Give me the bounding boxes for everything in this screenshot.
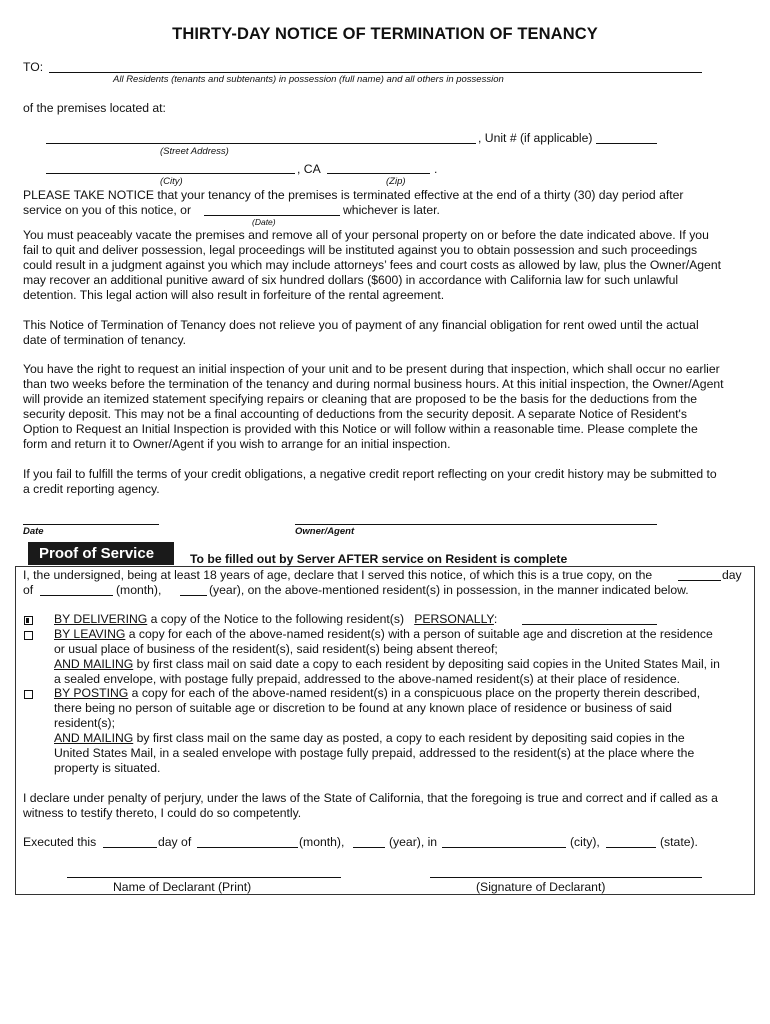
inspection-line: than two weeks before the termination of the tenancy and during normal business hours. At this initial inspection, the Owner/Agent	[23, 377, 724, 391]
executed-city-field[interactable]	[442, 847, 566, 848]
vacate-line: may recover an additional punitive award of six hundred dollars ($600) in accordance with California law for such unlawful	[23, 273, 679, 287]
obligation-paragraph	[23, 318, 750, 348]
executed-label: Executed this	[23, 835, 97, 849]
option-posting	[54, 686, 754, 776]
inspection-paragraph	[23, 362, 750, 452]
service-month-field[interactable]	[40, 595, 113, 596]
owner-agent-signature-field[interactable]	[295, 524, 657, 525]
proof-instruction: To be filled out by Server AFTER service on Resident is complete	[190, 552, 568, 566]
service-line-1a: I, the undersigned, being at least 18 years of age, declare that I served this notice, of which this is a true copy, on the	[23, 568, 653, 582]
zip-caption: (Zip)	[386, 176, 406, 187]
page-title: THIRTY-DAY NOTICE OF TERMINATION OF TENANCY	[172, 25, 598, 43]
leaving-checkbox[interactable]	[24, 631, 33, 640]
option-leaving	[54, 627, 754, 687]
notice-line-2b: whichever is later.	[343, 203, 440, 217]
obligation-line: date of termination of tenancy.	[23, 333, 187, 347]
perjury-line: witness to testify thereto, I could do so competently.	[23, 806, 302, 820]
executed-dayof-label: day of	[158, 835, 192, 849]
inspection-line: You have the right to request an initial inspection of your unit and to be present during that inspection, which shall occur no earlier	[23, 362, 720, 376]
street-caption: (Street Address)	[160, 146, 229, 157]
executed-city-label: (city),	[570, 835, 600, 849]
personally-colon: :	[493, 612, 498, 626]
unit-label: , Unit # (if applicable)	[478, 131, 593, 145]
credit-line: If you fail to fulfill the terms of your credit obligations, a negative credit report reflecting on your credit history may be submitted to	[23, 467, 717, 481]
date-signature-caption: Date	[23, 526, 44, 537]
option-posting-title: BY POSTING	[54, 686, 129, 700]
option-delivering-title: BY DELIVERING	[54, 612, 148, 626]
perjury-paragraph	[23, 791, 750, 821]
inspection-line: will provide an itemized statement specifying repairs or cleaning that are proposed to be the basis for the deductions from the	[23, 392, 698, 406]
to-label: TO:	[23, 60, 44, 74]
posting-checkbox[interactable]	[24, 690, 33, 699]
option-leaving-mailing-title: AND MAILING	[54, 657, 134, 671]
executed-state-field[interactable]	[606, 847, 656, 848]
service-year-field[interactable]	[180, 595, 207, 596]
vacate-paragraph	[23, 228, 750, 303]
option-leaving-title: BY LEAVING	[54, 627, 126, 641]
notice-line-1: PLEASE TAKE NOTICE that your tenancy of the premises is terminated effective at the end of a thirty (30) day period after	[23, 188, 684, 202]
service-line-2b: (month),	[116, 583, 162, 597]
unit-field[interactable]	[596, 143, 657, 144]
credit-paragraph	[23, 467, 750, 497]
option-leaving-text: a copy for each of the above-named resident(s) with a person of suitable age and discretion at the residence	[128, 627, 713, 641]
declarant-name-field[interactable]	[67, 877, 341, 878]
notice-date-field[interactable]	[204, 215, 340, 216]
option-leaving-mailing-text: by first class mail on said date a copy to each resident by depositing said copies in the United States Mail, in	[136, 657, 720, 671]
option-leaving-line-2: or usual place of business of the resident(s), said resident(s) being absent thereof;	[54, 642, 498, 656]
option-posting-mailing-text: by first class mail on the same day as posted, a copy to each resident by depositing said copies in the	[136, 731, 685, 745]
service-line-2c: (year), on the above-mentioned resident(s) in possession, in the manner indicated below.	[209, 583, 689, 597]
option-posting-line-6: property is situated.	[54, 761, 161, 775]
ca-label: , CA	[297, 162, 321, 176]
vacate-line: detention. This legal action will also result in forfeiture of the rental agreement.	[23, 288, 445, 302]
executed-day-field[interactable]	[103, 847, 157, 848]
declarant-name-caption: Name of Declarant (Print)	[113, 880, 252, 894]
vacate-line: You must peaceably vacate the premises and remove all of your personal property on or before the date indicated above. If you	[23, 228, 709, 242]
inspection-line: form and return it to Owner/Agent if you wish to arrange for an initial inspection.	[23, 437, 451, 451]
executed-year-field[interactable]	[353, 847, 385, 848]
inspection-line: security deposit. This may not be a final accounting of deductions from the security deposit. A separate Notice of Resident's	[23, 407, 687, 421]
perjury-line: I declare under penalty of perjury, under the laws of the State of California, that the foregoing is true and correct and if called as a	[23, 791, 718, 805]
city-caption: (City)	[160, 176, 183, 187]
owner-agent-caption: Owner/Agent	[295, 526, 355, 537]
notice-line-2a: service on you of this notice, or	[23, 203, 192, 217]
option-posting-line-3: resident(s);	[54, 716, 115, 730]
option-posting-text: a copy for each of the above-named resident(s) in a conspicuous place on the property therein described,	[131, 686, 701, 700]
option-posting-line-5: United States Mail, in a sealed envelope with postage fully prepaid, addressed to the resident(s) at the place where the	[54, 746, 695, 760]
date-signature-field[interactable]	[23, 524, 159, 525]
service-line-1b: day	[722, 568, 742, 582]
vacate-line: could result in a judgment against you which may include attorneys’ fees and court costs as allowed by law, plus the Owner/Agent	[23, 258, 722, 272]
option-posting-line-2: there being no person of suitable age or discretion to be found at any known place of residence or business of said	[54, 701, 672, 715]
delivered-resident-field[interactable]	[522, 624, 657, 625]
city-field[interactable]	[46, 173, 295, 174]
date-caption: (Date)	[252, 217, 276, 227]
obligation-line: This Notice of Termination of Tenancy does not relieve you of payment of any financial obligation for rent owed until the actual	[23, 318, 699, 332]
to-field[interactable]	[49, 72, 702, 73]
declarant-signature-caption: (Signature of Declarant)	[476, 880, 606, 894]
option-posting-mailing-title: AND MAILING	[54, 731, 134, 745]
personally-label: PERSONALLY	[414, 612, 494, 626]
executed-month-field[interactable]	[197, 847, 298, 848]
option-delivering-text: a copy of the Notice to the following resident(s)	[150, 612, 405, 626]
zip-period: .	[434, 162, 438, 176]
credit-line: a credit reporting agency.	[23, 482, 160, 496]
street-address-field[interactable]	[46, 143, 476, 144]
inspection-line: Option to Request an Initial Inspection is provided with this Notice or will follow within a reasonable time. Please complete the	[23, 422, 698, 436]
premises-label: of the premises located at:	[23, 101, 166, 115]
service-line-2a: of	[23, 583, 34, 597]
executed-month-label: (month),	[299, 835, 345, 849]
delivering-checkbox[interactable]	[24, 616, 33, 625]
to-caption: All Residents (tenants and subtenants) in possession (full name) and all others in possession	[113, 74, 504, 85]
zip-field[interactable]	[327, 173, 430, 174]
service-day-field[interactable]	[678, 580, 721, 581]
executed-state-label: (state).	[660, 835, 698, 849]
vacate-line: fail to quit and deliver possession, legal proceedings will be instituted against you to obtain possession and such proceedings	[23, 243, 698, 257]
option-leaving-line-4: a sealed envelope, with postage fully prepaid, addressed to the above-named resident(s) at their place of residence.	[54, 672, 681, 686]
declarant-signature-field[interactable]	[430, 877, 702, 878]
executed-year-label: (year), in	[389, 835, 438, 849]
proof-of-service-badge: Proof of Service	[28, 542, 174, 565]
